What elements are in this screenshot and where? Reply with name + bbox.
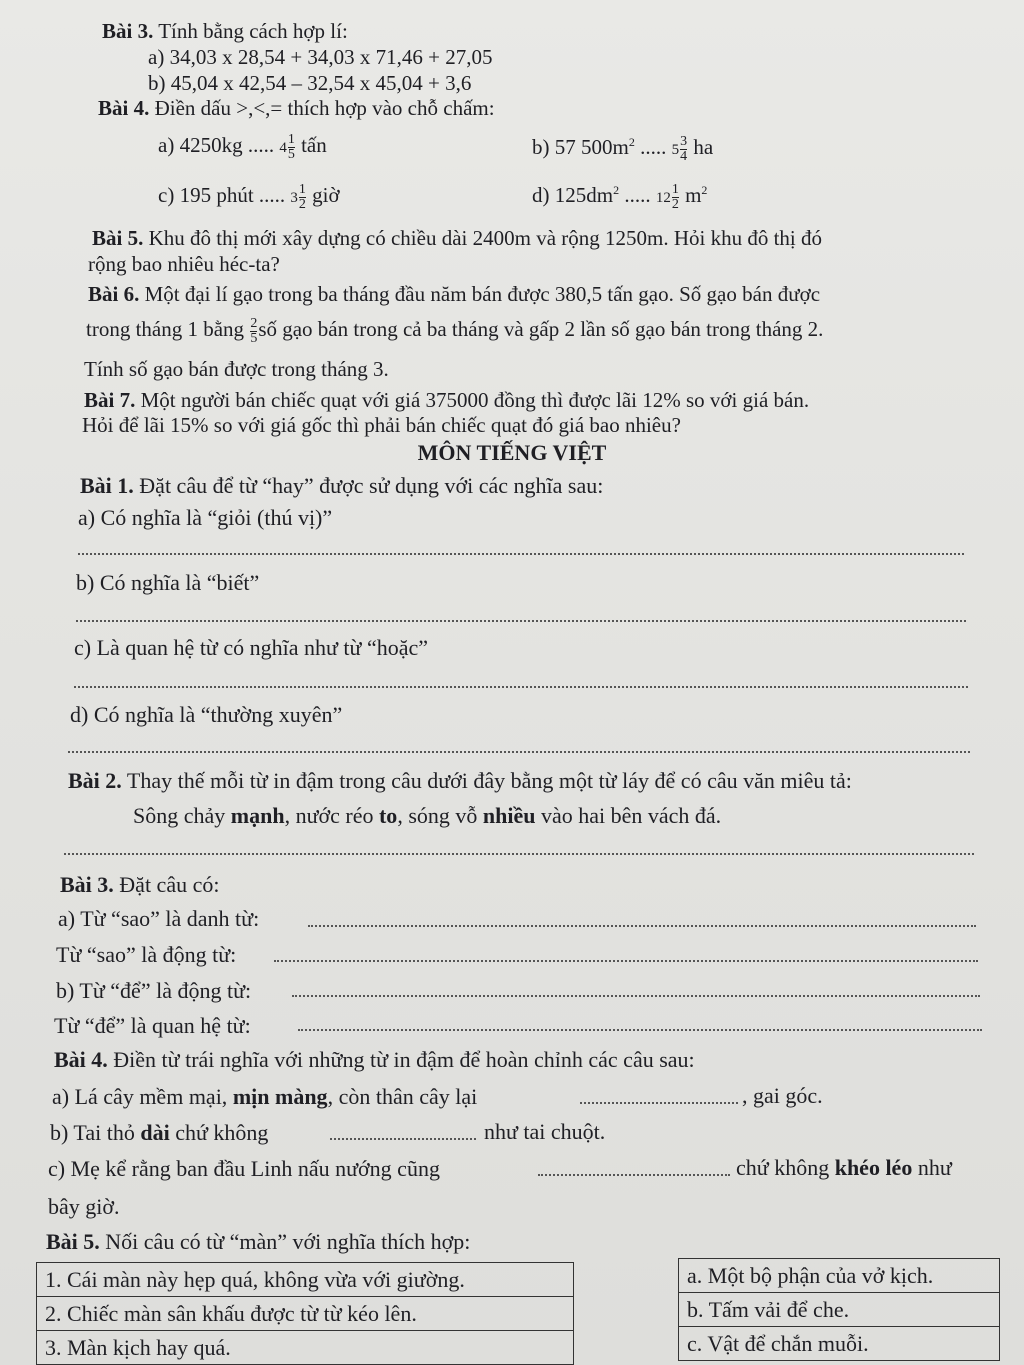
unit: m (685, 183, 702, 207)
sentence-text: vào hai bên vách đá. (540, 803, 722, 828)
viet-b2-sentence (133, 803, 721, 829)
fraction (672, 183, 679, 212)
viet-b4-a-end: , gai góc. (742, 1083, 823, 1108)
answer-line (298, 1029, 982, 1031)
math-b5-line2: rộng bao nhiêu héc-ta? (88, 252, 280, 276)
viet-b1-c: c) Là quan hệ từ có nghĩa như từ “hoặc” (74, 635, 429, 660)
exercise-label: Bài 3. (102, 19, 154, 43)
numerator: 1 (287, 131, 295, 147)
table-cell: 1. Cái màn này hẹp quá, không vừa với giường. (37, 1263, 574, 1297)
bold-word: mạnh (230, 803, 285, 828)
exercise-label: Bài 4. (54, 1047, 108, 1072)
line-text: a) Lá cây mềm mại, (52, 1084, 228, 1109)
fraction (299, 183, 306, 212)
blank (330, 1138, 476, 1140)
mixed-whole: 4 (279, 140, 287, 156)
dots: ..... (624, 183, 651, 207)
fraction (250, 317, 257, 346)
exercise-text: Điền từ trái nghĩa với những từ in đậm để hoàn chỉnh các câu sau: (113, 1047, 695, 1072)
viet-b4-heading (54, 1047, 695, 1073)
math-b4-b (532, 134, 713, 164)
sentence-table (36, 1262, 574, 1365)
line-text: b) Tai thỏ (50, 1120, 135, 1145)
exercise-text: Đặt câu để từ “hay” được sử dụng với các nghĩa sau: (139, 473, 604, 498)
bold-word: to (378, 803, 398, 828)
answer-line (74, 686, 968, 688)
unit: giờ (312, 183, 340, 207)
answer-line (274, 960, 978, 962)
table-cell: 2. Chiếc màn sân khấu được từ từ kéo lên. (37, 1297, 574, 1331)
viet-b1-d: d) Có nghĩa là “thường xuyên” (70, 702, 343, 727)
blank (580, 1102, 738, 1104)
blank (538, 1174, 730, 1176)
exercise-text: Một đại lí gạo trong ba tháng đầu năm bán được 380,5 tấn gạo. Số gạo bán được (144, 282, 821, 306)
fraction (680, 135, 687, 164)
math-b7-line1 (84, 387, 809, 413)
table-row (679, 1327, 1000, 1361)
mixed-whole: 3 (290, 190, 298, 206)
exercise-label: Bài 5. (46, 1229, 100, 1254)
answer-line (308, 925, 976, 927)
math-b3-b: b) 45,04 x 42,54 – 32,54 x 45,04 + 3,6 (148, 71, 472, 95)
exercise-label: Bài 2. (68, 768, 122, 793)
answer-line (64, 853, 974, 855)
superscript: 2 (628, 135, 635, 149)
viet-b3-a2: Từ “sao” là động từ: (56, 942, 237, 967)
viet-b3-b: b) Từ “để” là động từ: (56, 978, 252, 1003)
numerator: 1 (671, 181, 679, 197)
denominator: 5 (250, 330, 258, 346)
table-cell: a. Một bộ phận của vở kịch. (679, 1259, 1000, 1293)
denominator: 5 (287, 146, 295, 162)
math-b4-a (158, 132, 327, 162)
exercise-label: Bài 6. (88, 282, 140, 306)
superscript: 2 (613, 183, 620, 197)
exercise-label: Bài 3. (60, 872, 114, 897)
sentence-text: , nước réo (284, 803, 374, 828)
unit: tấn (301, 133, 327, 157)
meaning-table (678, 1258, 1000, 1361)
viet-b4-a (52, 1084, 477, 1110)
math-b6-line2 (86, 316, 823, 346)
denominator: 2 (298, 196, 306, 212)
mixed-whole: 12 (655, 190, 671, 206)
exercise-label: Bài 7. (84, 388, 136, 412)
table-cell: c. Vật để chắn muỗi. (679, 1327, 1000, 1361)
viet-b4-c-end (736, 1155, 952, 1181)
math-b5-line1 (92, 225, 822, 251)
numerator: 2 (250, 315, 258, 331)
table-row (37, 1331, 574, 1365)
bold-word: khéo léo (834, 1155, 913, 1180)
viet-b4-b (50, 1120, 268, 1146)
sentence-text: Sông chảy (133, 803, 226, 828)
viet-b5-heading (46, 1229, 470, 1255)
answer-line (76, 620, 966, 622)
table-cell: b. Tấm vải để che. (679, 1293, 1000, 1327)
viet-b2-heading (68, 768, 852, 794)
line-text: trong tháng 1 bằng (86, 317, 245, 341)
bold-word: dài (140, 1120, 170, 1145)
item-text: a) 4250kg ..... (158, 133, 275, 157)
math-b4-c (158, 182, 340, 212)
line-text: , còn thân cây lại (327, 1084, 478, 1109)
viet-b4-c: c) Mẹ kể rằng ban đầu Linh nấu nướng cũng (48, 1156, 440, 1181)
denominator: 4 (680, 148, 688, 164)
exercise-text: Thay thế mỗi từ in đậm trong câu dưới đây bằng một từ láy để có câu văn miêu tả: (126, 768, 852, 793)
exercise-text: Nối câu có từ “màn” với nghĩa thích hợp: (105, 1229, 471, 1254)
denominator: 2 (671, 196, 679, 212)
dots: ..... (640, 135, 667, 159)
line-text: như (917, 1155, 952, 1180)
exercise-label: Bài 4. (98, 96, 150, 120)
fraction (288, 133, 295, 162)
table-row (679, 1293, 1000, 1327)
math-b7-line2: Hỏi để lãi 15% so với giá gốc thì phải bán chiếc quạt đó giá bao nhiêu? (82, 413, 681, 437)
numerator: 1 (298, 181, 306, 197)
sentence-text: , sóng vỗ (397, 803, 478, 828)
answer-line (78, 553, 964, 555)
line-text: chứ không (175, 1120, 269, 1145)
viet-b3-a: a) Từ “sao” là danh từ: (58, 906, 260, 931)
math-b3-a: a) 34,03 x 28,54 + 34,03 x 71,46 + 27,05 (148, 45, 493, 69)
viet-b3-b2: Từ “để” là quan hệ từ: (54, 1013, 251, 1038)
math-b3-heading (102, 18, 348, 44)
bold-word: nhiều (482, 803, 536, 828)
exercise-label: Bài 5. (92, 226, 144, 250)
line-text: chứ không (736, 1155, 830, 1180)
exercise-text: Một người bán chiếc quạt với giá 375000 đồng thì được lãi 12% so với giá bán. (140, 388, 810, 412)
table-cell: 3. Màn kịch hay quá. (37, 1331, 574, 1365)
answer-line (292, 995, 980, 997)
table-row (37, 1263, 574, 1297)
item-text: d) 125dm (532, 183, 614, 207)
table-row (679, 1259, 1000, 1293)
section-heading: MÔN TIẾNG VIỆT (417, 440, 607, 465)
math-b6-line1 (88, 281, 820, 307)
viet-b1-heading (80, 473, 603, 499)
exercise-label: Bài 1. (80, 473, 134, 498)
viet-b4-c-cont: bây giờ. (48, 1194, 120, 1219)
exercise-text: Tính bằng cách hợp lí: (158, 19, 348, 43)
superscript: 2 (701, 183, 708, 197)
exercise-text: Khu đô thị mới xây dựng có chiều dài 2400m và rộng 1250m. Hỏi khu đô thị đó (148, 226, 823, 250)
numerator: 3 (680, 133, 688, 149)
table-row (37, 1297, 574, 1331)
line-text: số gạo bán trong cả ba tháng và gấp 2 lần số gạo bán trong tháng 2. (258, 317, 824, 341)
item-text: c) 195 phút ..... (158, 183, 286, 207)
viet-b1-a: a) Có nghĩa là “giỏi (thú vị)” (78, 505, 333, 530)
math-b6-line3: Tính số gạo bán được trong tháng 3. (84, 357, 389, 381)
math-b4-d (532, 182, 707, 212)
exercise-text: Điền dấu >,<,= thích hợp vào chỗ chấm: (154, 96, 495, 120)
item-text: b) 57 500m (532, 135, 629, 159)
bold-word: mịn màng (232, 1084, 328, 1109)
viet-b3-heading (60, 872, 219, 898)
viet-b1-b: b) Có nghĩa là “biết” (76, 570, 260, 595)
math-b4-heading (98, 95, 495, 121)
exercise-text: Đặt câu có: (119, 872, 220, 897)
unit: ha (693, 135, 714, 159)
viet-b4-b-end: như tai chuột. (484, 1119, 606, 1144)
mixed-whole: 5 (671, 142, 680, 158)
answer-line (68, 751, 970, 753)
